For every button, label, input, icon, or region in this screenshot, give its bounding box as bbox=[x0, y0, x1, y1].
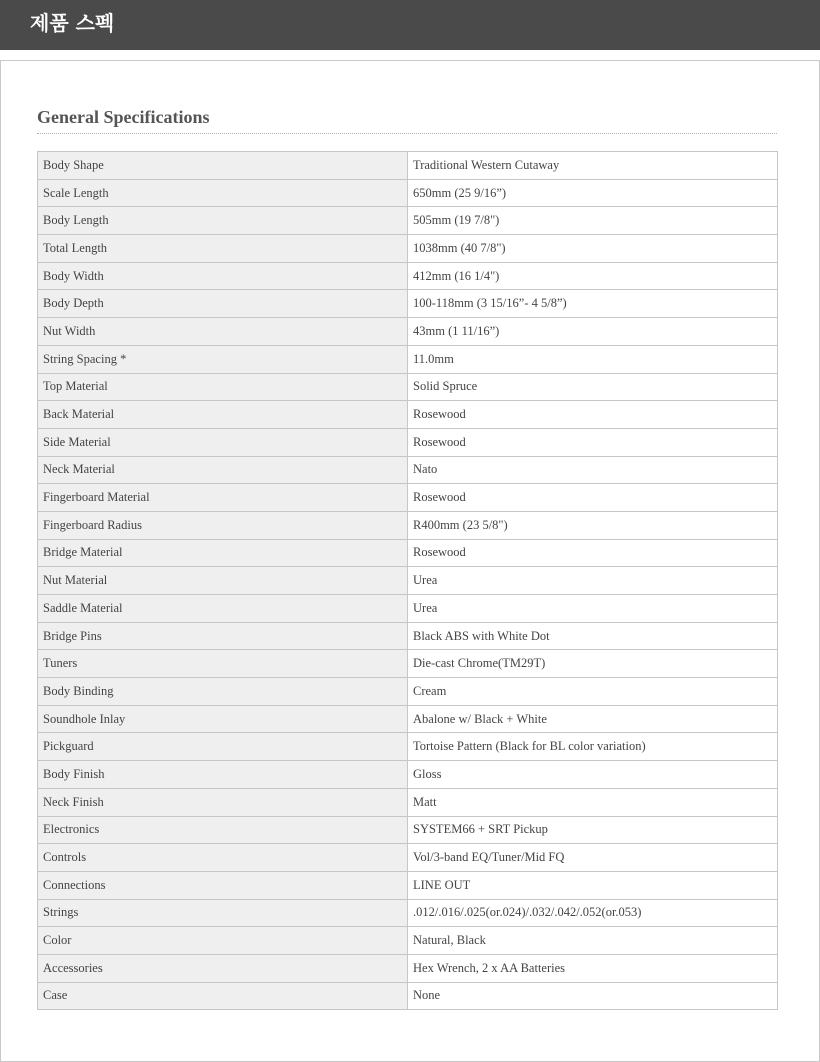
table-row bbox=[38, 456, 778, 484]
spec-label: Color bbox=[38, 927, 408, 955]
table-row bbox=[38, 816, 778, 844]
spec-panel bbox=[0, 60, 820, 1062]
table-row bbox=[38, 179, 778, 207]
spec-label: Bridge Pins bbox=[38, 622, 408, 650]
spec-label: Nut Material bbox=[38, 567, 408, 595]
spec-value: Abalone w/ Black + White bbox=[408, 705, 778, 733]
spec-label: String Spacing * bbox=[38, 345, 408, 373]
table-row bbox=[38, 650, 778, 678]
spec-value: None bbox=[408, 982, 778, 1010]
spec-value: Urea bbox=[408, 567, 778, 595]
page-title: 제품 스펙 bbox=[30, 11, 115, 35]
spec-label: Connections bbox=[38, 871, 408, 899]
section-divider bbox=[37, 133, 777, 134]
spec-label: Bridge Material bbox=[38, 539, 408, 567]
spec-label: Body Finish bbox=[38, 761, 408, 789]
table-row bbox=[38, 871, 778, 899]
table-row bbox=[38, 761, 778, 789]
spec-value: Tortoise Pattern (Black for BL color variation) bbox=[408, 733, 778, 761]
spec-value: Vol/3-band EQ/Tuner/Mid FQ bbox=[408, 844, 778, 872]
spec-value: .012/.016/.025(or.024)/.032/.042/.052(or.053) bbox=[408, 899, 778, 927]
table-row bbox=[38, 318, 778, 346]
table-row bbox=[38, 235, 778, 263]
spec-label: Back Material bbox=[38, 401, 408, 429]
spec-label: Strings bbox=[38, 899, 408, 927]
spec-label: Scale Length bbox=[38, 179, 408, 207]
spec-value: 100-118mm (3 15/16”- 4 5/8”) bbox=[408, 290, 778, 318]
spec-value: Matt bbox=[408, 788, 778, 816]
spec-value: 1038mm (40 7/8") bbox=[408, 235, 778, 263]
spec-value: 11.0mm bbox=[408, 345, 778, 373]
spec-label: Body Shape bbox=[38, 152, 408, 180]
spec-value: 412mm (16 1/4") bbox=[408, 262, 778, 290]
spec-value: SYSTEM66 + SRT Pickup bbox=[408, 816, 778, 844]
spec-value: Die-cast Chrome(TM29T) bbox=[408, 650, 778, 678]
spec-value: 650mm (25 9/16”) bbox=[408, 179, 778, 207]
spec-value: Solid Spruce bbox=[408, 373, 778, 401]
table-row bbox=[38, 622, 778, 650]
spec-label: Soundhole Inlay bbox=[38, 705, 408, 733]
table-row bbox=[38, 982, 778, 1010]
table-row bbox=[38, 373, 778, 401]
spec-value: Cream bbox=[408, 678, 778, 706]
table-row bbox=[38, 207, 778, 235]
table-row bbox=[38, 539, 778, 567]
spec-value: 505mm (19 7/8") bbox=[408, 207, 778, 235]
spec-value: LINE OUT bbox=[408, 871, 778, 899]
spec-label: Neck Finish bbox=[38, 788, 408, 816]
table-row bbox=[38, 899, 778, 927]
spec-label: Body Width bbox=[38, 262, 408, 290]
spec-label: Electronics bbox=[38, 816, 408, 844]
spec-label: Total Length bbox=[38, 235, 408, 263]
table-row bbox=[38, 705, 778, 733]
spec-value: Rosewood bbox=[408, 539, 778, 567]
spec-table-body bbox=[38, 152, 778, 1010]
table-row bbox=[38, 733, 778, 761]
spec-label: Fingerboard Radius bbox=[38, 511, 408, 539]
header-bar bbox=[0, 0, 820, 50]
spec-value: Urea bbox=[408, 595, 778, 623]
table-row bbox=[38, 954, 778, 982]
table-row bbox=[38, 262, 778, 290]
spec-label: Pickguard bbox=[38, 733, 408, 761]
spec-value: Rosewood bbox=[408, 484, 778, 512]
table-row bbox=[38, 678, 778, 706]
table-row bbox=[38, 152, 778, 180]
spec-value: Hex Wrench, 2 x AA Batteries bbox=[408, 954, 778, 982]
spec-label: Top Material bbox=[38, 373, 408, 401]
spec-value: Gloss bbox=[408, 761, 778, 789]
spec-value: Natural, Black bbox=[408, 927, 778, 955]
table-row bbox=[38, 428, 778, 456]
table-row bbox=[38, 788, 778, 816]
table-row bbox=[38, 927, 778, 955]
spec-value: R400mm (23 5/8") bbox=[408, 511, 778, 539]
spec-label: Controls bbox=[38, 844, 408, 872]
table-row bbox=[38, 844, 778, 872]
table-row bbox=[38, 595, 778, 623]
spec-label: Side Material bbox=[38, 428, 408, 456]
spec-label: Accessories bbox=[38, 954, 408, 982]
spec-label: Body Depth bbox=[38, 290, 408, 318]
spec-label: Neck Material bbox=[38, 456, 408, 484]
spec-label: Body Length bbox=[38, 207, 408, 235]
spec-table bbox=[37, 151, 778, 1010]
spec-value: Rosewood bbox=[408, 401, 778, 429]
table-row bbox=[38, 511, 778, 539]
spec-label: Nut Width bbox=[38, 318, 408, 346]
spec-label: Case bbox=[38, 982, 408, 1010]
spec-label: Fingerboard Material bbox=[38, 484, 408, 512]
table-row bbox=[38, 401, 778, 429]
spec-label: Body Binding bbox=[38, 678, 408, 706]
table-row bbox=[38, 567, 778, 595]
table-row bbox=[38, 345, 778, 373]
spec-label: Saddle Material bbox=[38, 595, 408, 623]
spec-value: Traditional Western Cutaway bbox=[408, 152, 778, 180]
spec-value: 43mm (1 11/16”) bbox=[408, 318, 778, 346]
table-row bbox=[38, 484, 778, 512]
spec-label: Tuners bbox=[38, 650, 408, 678]
spec-value: Rosewood bbox=[408, 428, 778, 456]
section-title: General Specifications bbox=[37, 107, 210, 127]
table-row bbox=[38, 290, 778, 318]
spec-value: Nato bbox=[408, 456, 778, 484]
spec-value: Black ABS with White Dot bbox=[408, 622, 778, 650]
